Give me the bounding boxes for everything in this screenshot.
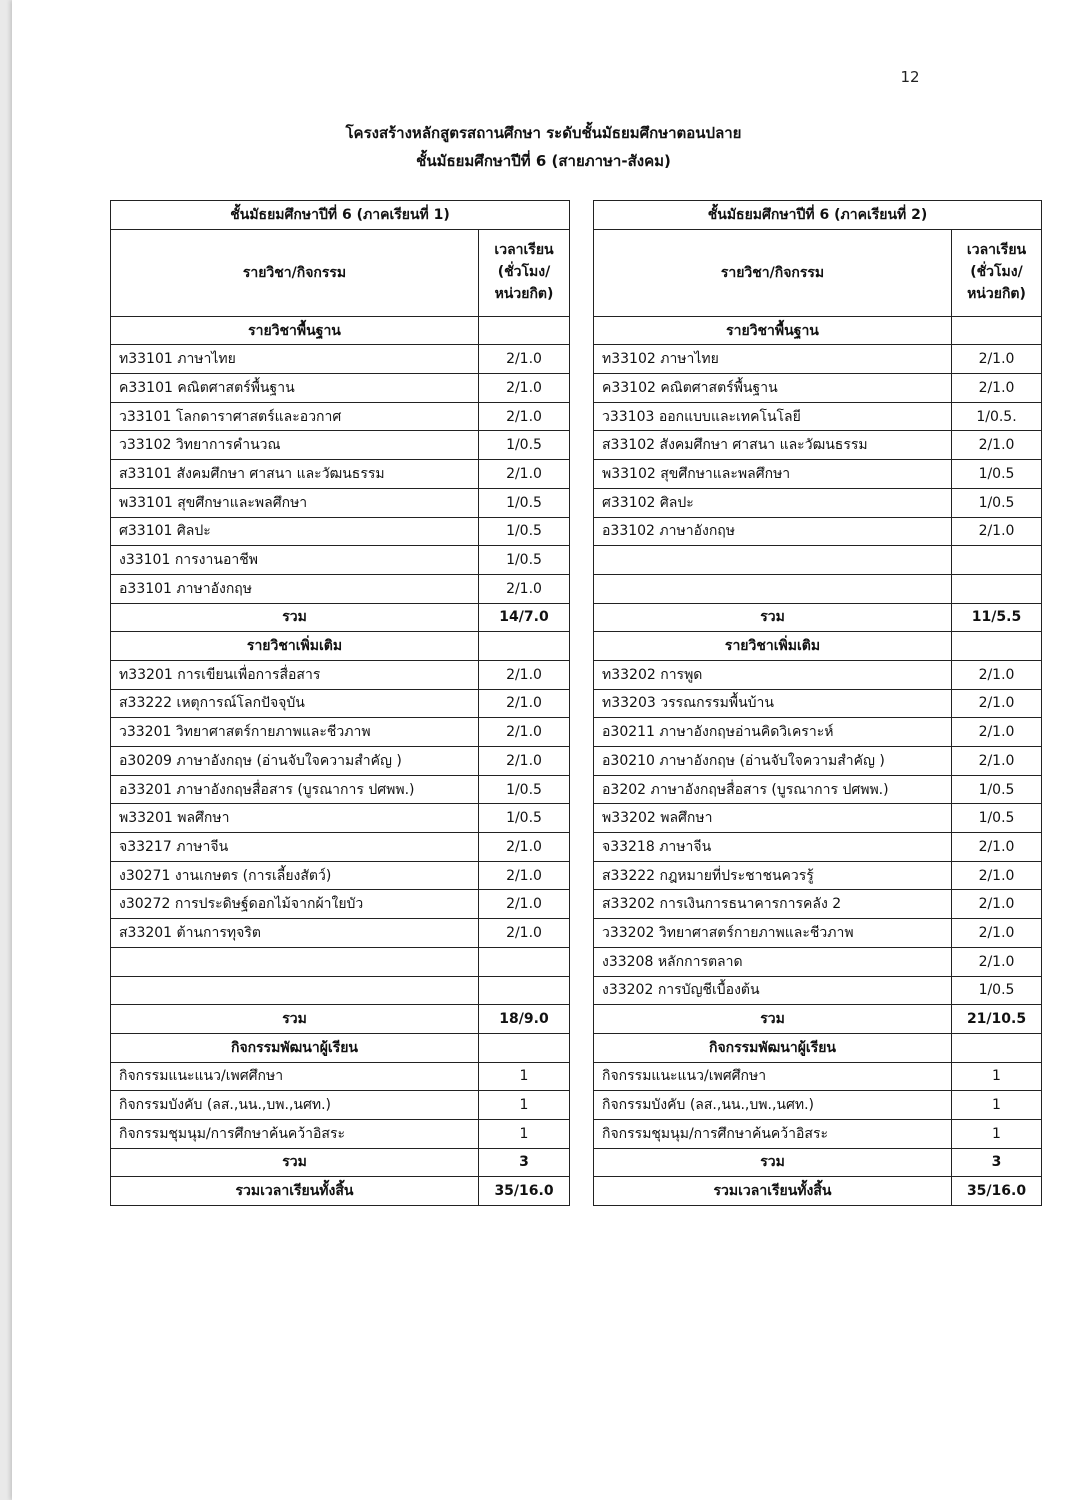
subject-name: ท33203 วรรณกรรมพื้นบ้าน: [594, 689, 952, 718]
total-value: 21/10.5: [952, 1005, 1042, 1034]
hours-value: 1/0.5: [479, 775, 570, 804]
total-value: 3: [479, 1148, 570, 1177]
section-title: รายวิชาพื้นฐาน: [594, 316, 952, 345]
table-row: [594, 804, 1042, 833]
table-row: [111, 574, 570, 603]
table-row: [594, 775, 1042, 804]
total-label: รวม: [594, 1148, 952, 1177]
subject-name: ว33103 ออกแบบและเทคโนโลยี: [594, 402, 952, 431]
total-label: รวม: [594, 603, 952, 632]
subject-name: [594, 574, 952, 603]
table-row: [111, 689, 570, 718]
grand-total-label: รวมเวลาเรียนทั้งสิ้น: [594, 1177, 952, 1206]
hours-value: [479, 947, 570, 976]
hours-value: 1/0.5: [479, 804, 570, 833]
grand-total-value: 35/16.0: [952, 1177, 1042, 1206]
subject-name: จ33218 ภาษาจีน: [594, 833, 952, 862]
subject-name: อ33101 ภาษาอังกฤษ: [111, 574, 479, 603]
table-row: [111, 718, 570, 747]
hours-value: 1/0.5: [952, 976, 1042, 1005]
table-row: [594, 689, 1042, 718]
hours-column-header: เวลาเรียน (ชั่วโมง/หน่วยกิต): [952, 229, 1042, 316]
semester-heading-row: [111, 201, 570, 230]
hours-value: 2/1.0: [952, 947, 1042, 976]
subject-name: ส33222 กฎหมายที่ประชาชนควรรู้: [594, 861, 952, 890]
hours-value: 1: [479, 1091, 570, 1120]
table-row: [594, 890, 1042, 919]
hours-column-header: เวลาเรียน (ชั่วโมง/หน่วยกิต): [479, 229, 570, 316]
table-row: [594, 574, 1042, 603]
table-row: [594, 976, 1042, 1005]
subject-name: ท33101 ภาษาไทย: [111, 345, 479, 374]
section-title-blank: [479, 632, 570, 661]
subject-name: ส33101 สังคมศึกษา ศาสนา และวัฒนธรรม: [111, 460, 479, 489]
semester-1-table: [110, 200, 570, 1206]
table-row: [594, 919, 1042, 948]
hours-value: 1/0.5: [479, 546, 570, 575]
hours-value: 2/1.0: [952, 747, 1042, 776]
total-value: 18/9.0: [479, 1005, 570, 1034]
table-row: [111, 1062, 570, 1091]
subject-name: อ30209 ภาษาอังกฤษ (อ่านจับใจความสำคัญ ): [111, 747, 479, 776]
table-row: [111, 546, 570, 575]
section-title-blank: [952, 316, 1042, 345]
subject-name: ท33201 การเขียนเพื่อการสื่อสาร: [111, 660, 479, 689]
subject-name: อ33201 ภาษาอังกฤษสื่อสาร (บูรณาการ ปศพพ.): [111, 775, 479, 804]
hours-value: 2/1.0: [952, 431, 1042, 460]
hours-value: 2/1.0: [952, 833, 1042, 862]
subject-name: ส33222 เหตุการณ์โลกปัจจุบัน: [111, 689, 479, 718]
total-label: รวม: [111, 603, 479, 632]
hours-value: 1: [952, 1091, 1042, 1120]
subject-name: ค33101 คณิตศาสตร์พื้นฐาน: [111, 374, 479, 403]
section-title-blank: [952, 632, 1042, 661]
table-row: [594, 345, 1042, 374]
hours-value: 2/1.0: [952, 345, 1042, 374]
section-total-row: [111, 1005, 570, 1034]
subject-name: [111, 947, 479, 976]
subject-name: ว33101 โลกดาราศาสตร์และอวกาศ: [111, 402, 479, 431]
hours-value: 1/0.5: [952, 804, 1042, 833]
hours-value: 2/1.0: [479, 402, 570, 431]
table-row: [111, 775, 570, 804]
semester-2-table: [593, 200, 1042, 1206]
hours-value: 2/1.0: [479, 919, 570, 948]
subject-name: อ33102 ภาษาอังกฤษ: [594, 517, 952, 546]
subject-name: จ33217 ภาษาจีน: [111, 833, 479, 862]
table-row: [111, 460, 570, 489]
subject-name: พ33101 สุขศึกษาและพลศึกษา: [111, 488, 479, 517]
subject-name: [111, 976, 479, 1005]
hours-value: 2/1.0: [479, 689, 570, 718]
section-title: กิจกรรมพัฒนาผู้เรียน: [111, 1033, 479, 1062]
table-row: [594, 747, 1042, 776]
document-subtitle: ชั้นมัธยมศึกษาปีที่ 6 (สายภาษา-สังคม): [416, 152, 671, 170]
table-row: [111, 660, 570, 689]
hours-value: 2/1.0: [952, 890, 1042, 919]
hours-value: 2/1.0: [479, 574, 570, 603]
table-row: [594, 402, 1042, 431]
table-row: [111, 976, 570, 1005]
hours-value: 2/1.0: [952, 919, 1042, 948]
section-title-blank: [479, 1033, 570, 1062]
table-row: [111, 947, 570, 976]
semester-heading: ชั้นมัธยมศึกษาปีที่ 6 (ภาคเรียนที่ 2): [594, 201, 1042, 230]
subject-name: ท33202 การพูด: [594, 660, 952, 689]
table-row: [111, 431, 570, 460]
hours-value: 2/1.0: [479, 460, 570, 489]
hours-value: 2/1.0: [479, 374, 570, 403]
hours-value: [952, 574, 1042, 603]
hours-value: 1/0.5: [952, 775, 1042, 804]
table-row: [111, 517, 570, 546]
hours-value: 2/1.0: [479, 718, 570, 747]
subject-name: พ33201 พลศึกษา: [111, 804, 479, 833]
subject-name: ศ33102 ศิลปะ: [594, 488, 952, 517]
table-row: [594, 718, 1042, 747]
section-heading-row: [594, 1033, 1042, 1062]
hours-value: [952, 546, 1042, 575]
hours-value: 2/1.0: [952, 861, 1042, 890]
column-header-row: [111, 229, 570, 316]
semester-heading-row: [594, 201, 1042, 230]
table-row: [594, 488, 1042, 517]
subject-name: อ3202 ภาษาอังกฤษสื่อสาร (บูรณาการ ปศพพ.): [594, 775, 952, 804]
subject-name: พ33102 สุขศึกษาและพลศึกษา: [594, 460, 952, 489]
hours-value: [479, 976, 570, 1005]
table-row: [594, 660, 1042, 689]
subject-name: กิจกรรมชุมนุม/การศึกษาค้นคว้าอิสระ: [594, 1119, 952, 1148]
section-total-row: [594, 1148, 1042, 1177]
table-row: [594, 374, 1042, 403]
subject-name: ส33102 สังคมศึกษา ศาสนา และวัฒนธรรม: [594, 431, 952, 460]
subject-column-header: รายวิชา/กิจกรรม: [111, 229, 479, 316]
subject-name: ส33201 ต้านการทุจริต: [111, 919, 479, 948]
table-row: [594, 861, 1042, 890]
hours-value: 1: [479, 1062, 570, 1091]
table-row: [594, 431, 1042, 460]
document-title: โครงสร้างหลักสูตรสถานศึกษา ระดับชั้นมัธยมศึกษาตอนปลาย: [345, 124, 742, 142]
total-label: รวม: [594, 1005, 952, 1034]
section-total-row: [111, 603, 570, 632]
table-row: [594, 833, 1042, 862]
table-row: [111, 861, 570, 890]
section-title-blank: [479, 316, 570, 345]
hours-value: 2/1.0: [479, 890, 570, 919]
table-row: [111, 374, 570, 403]
table-row: [594, 1091, 1042, 1120]
table-row: [111, 402, 570, 431]
table-row: [111, 890, 570, 919]
table-row: [111, 488, 570, 517]
table-row: [594, 517, 1042, 546]
hours-value: 2/1.0: [952, 718, 1042, 747]
subject-name: ว33201 วิทยาศาสตร์กายภาพและชีวภาพ: [111, 718, 479, 747]
subject-name: ง30271 งานเกษตร (การเลี้ยงสัตว์): [111, 861, 479, 890]
table-row: [111, 919, 570, 948]
section-title: รายวิชาเพิ่มเติม: [594, 632, 952, 661]
subject-name: กิจกรรมบังคับ (ลส.,นน.,บพ.,นศท.): [594, 1091, 952, 1120]
section-title: รายวิชาพื้นฐาน: [111, 316, 479, 345]
table-row: [111, 804, 570, 833]
hours-value: 1/0.5: [952, 460, 1042, 489]
page-number: 12: [900, 68, 920, 86]
subject-name: ง33208 หลักการตลาด: [594, 947, 952, 976]
hours-value: 2/1.0: [952, 374, 1042, 403]
section-heading-row: [594, 316, 1042, 345]
hours-value: 2/1.0: [479, 747, 570, 776]
table-row: [111, 345, 570, 374]
subject-name: ว33102 วิทยาการคำนวณ: [111, 431, 479, 460]
table-row: [594, 546, 1042, 575]
section-heading-row: [594, 632, 1042, 661]
table-row: [111, 1091, 570, 1120]
subject-name: ง33101 การงานอาชีพ: [111, 546, 479, 575]
hours-value: 2/1.0: [479, 861, 570, 890]
subject-column-header: รายวิชา/กิจกรรม: [594, 229, 952, 316]
subject-name: อ30210 ภาษาอังกฤษ (อ่านจับใจความสำคัญ ): [594, 747, 952, 776]
grand-total-row: [594, 1177, 1042, 1206]
subject-name: [594, 546, 952, 575]
section-heading-row: [111, 632, 570, 661]
subject-name: กิจกรรมแนะแนว/เพศศึกษา: [594, 1062, 952, 1091]
hours-value: 1/0.5.: [952, 402, 1042, 431]
hours-value: 2/1.0: [479, 833, 570, 862]
grand-total-value: 35/16.0: [479, 1177, 570, 1206]
subject-name: กิจกรรมแนะแนว/เพศศึกษา: [111, 1062, 479, 1091]
subject-name: ศ33101 ศิลปะ: [111, 517, 479, 546]
subject-name: อ30211 ภาษาอังกฤษอ่านคิดวิเคราะห์: [594, 718, 952, 747]
grand-total-label: รวมเวลาเรียนทั้งสิ้น: [111, 1177, 479, 1206]
subject-name: ส33202 การเงินการธนาคารการคลัง 2: [594, 890, 952, 919]
hours-value: 1/0.5: [952, 488, 1042, 517]
total-label: รวม: [111, 1005, 479, 1034]
section-title-blank: [952, 1033, 1042, 1062]
subject-name: ค33102 คณิตศาสตร์พื้นฐาน: [594, 374, 952, 403]
section-total-row: [594, 603, 1042, 632]
table-row: [594, 1119, 1042, 1148]
hours-value: 2/1.0: [952, 517, 1042, 546]
table-row: [594, 1062, 1042, 1091]
subject-name: ท33102 ภาษาไทย: [594, 345, 952, 374]
table-row: [594, 460, 1042, 489]
total-value: 3: [952, 1148, 1042, 1177]
total-value: 11/5.5: [952, 603, 1042, 632]
total-label: รวม: [111, 1148, 479, 1177]
section-heading-row: [111, 316, 570, 345]
section-total-row: [111, 1148, 570, 1177]
column-header-row: [594, 229, 1042, 316]
hours-value: 2/1.0: [952, 660, 1042, 689]
subject-name: กิจกรรมชุมนุม/การศึกษาค้นคว้าอิสระ: [111, 1119, 479, 1148]
section-total-row: [594, 1005, 1042, 1034]
subject-name: ว33202 วิทยาศาสตร์กายภาพและชีวภาพ: [594, 919, 952, 948]
hours-value: 1/0.5: [479, 488, 570, 517]
section-title: กิจกรรมพัฒนาผู้เรียน: [594, 1033, 952, 1062]
grand-total-row: [111, 1177, 570, 1206]
table-row: [111, 833, 570, 862]
hours-value: 1/0.5: [479, 517, 570, 546]
subject-name: ง30272 การประดิษฐ์ดอกไม้จากผ้าใยบัว: [111, 890, 479, 919]
subject-name: กิจกรรมบังคับ (ลส.,นน.,บพ.,นศท.): [111, 1091, 479, 1120]
hours-value: 1: [952, 1119, 1042, 1148]
total-value: 14/7.0: [479, 603, 570, 632]
hours-value: 2/1.0: [952, 689, 1042, 718]
table-row: [594, 947, 1042, 976]
hours-value: 1: [479, 1119, 570, 1148]
table-row: [111, 1119, 570, 1148]
hours-value: 2/1.0: [479, 345, 570, 374]
section-title: รายวิชาเพิ่มเติม: [111, 632, 479, 661]
semester-heading: ชั้นมัธยมศึกษาปีที่ 6 (ภาคเรียนที่ 1): [111, 201, 570, 230]
subject-name: พ33202 พลศึกษา: [594, 804, 952, 833]
hours-value: 1: [952, 1062, 1042, 1091]
section-heading-row: [111, 1033, 570, 1062]
table-row: [111, 747, 570, 776]
hours-value: 2/1.0: [479, 660, 570, 689]
hours-value: 1/0.5: [479, 431, 570, 460]
subject-name: ง33202 การบัญชีเบื้องต้น: [594, 976, 952, 1005]
